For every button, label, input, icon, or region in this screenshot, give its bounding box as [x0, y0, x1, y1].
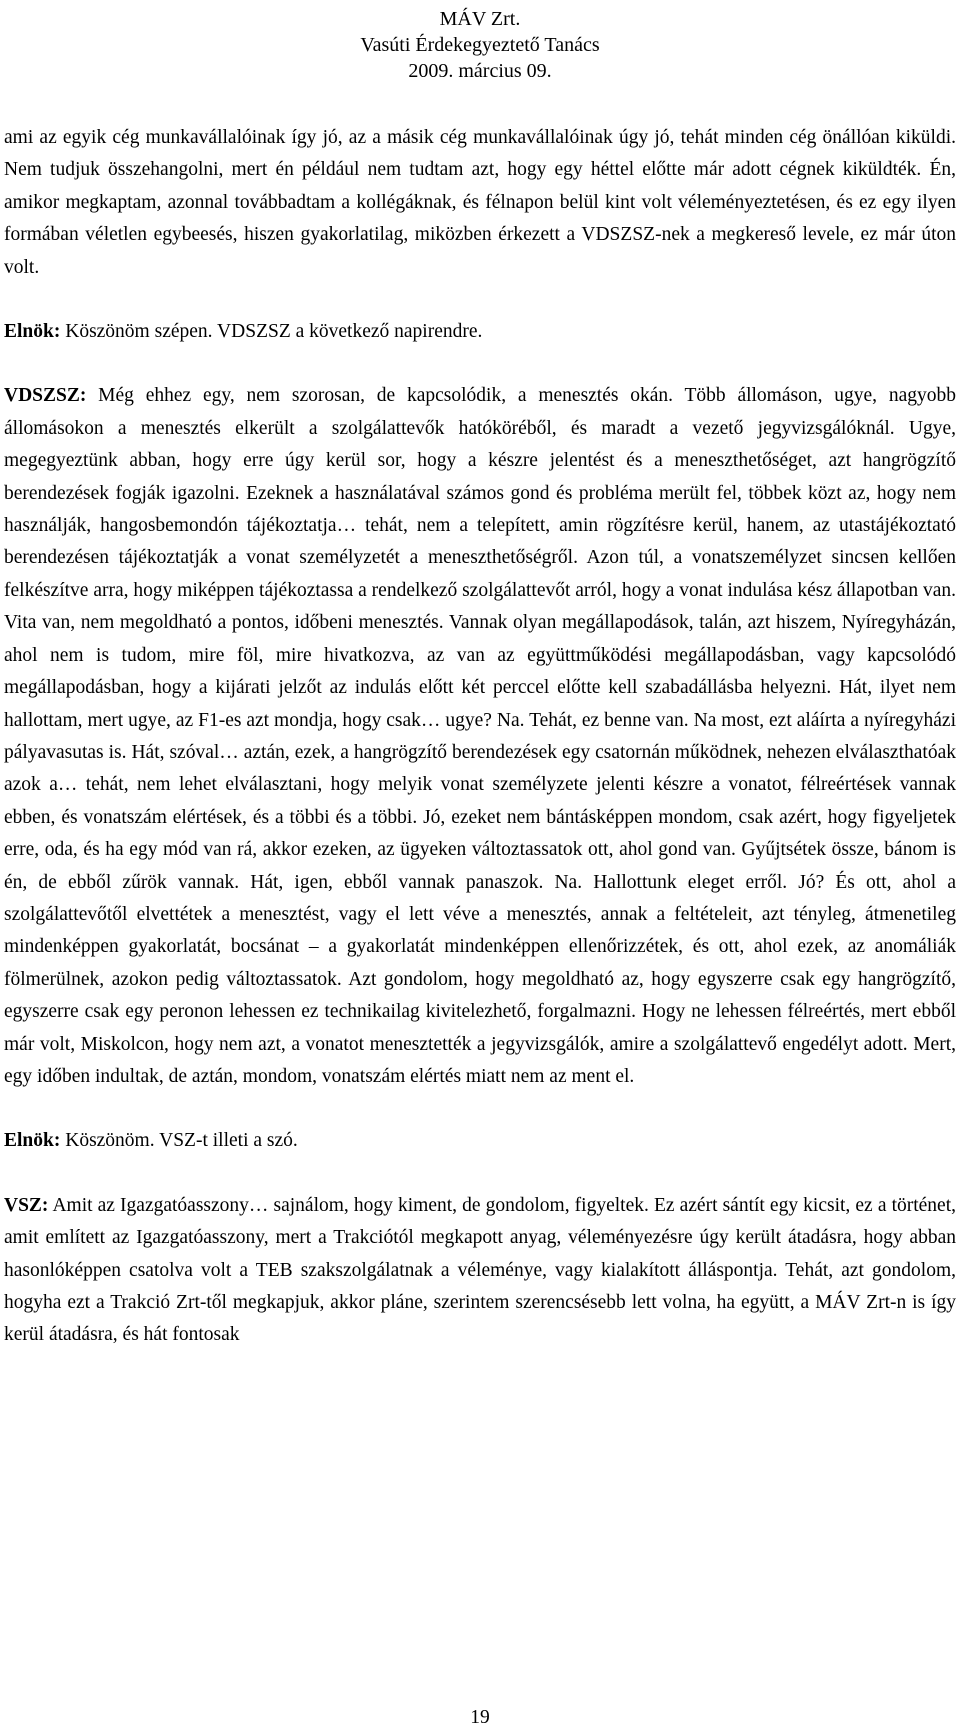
- header-date: 2009. március 09.: [408, 60, 552, 82]
- page-header: [0, 6, 960, 84]
- paragraph-text: Amit az Igazgatóasszony… sajnálom, hogy kiment, de gondolom, figyeltek. Ez azért sántít egy kicsit, ez a történet, amit említett az Igazgatóasszony, mert a Trakciótól megkapott anyag, véleményezésre úgy került átadásra, hogy abban hasonlóképpen csatolva volt a TEB szakszolgálatnak a véleménye, vagy kialakított álláspontja. Tehát, azt gondolom, hogyha ezt a Trakció Zrt-től megkapjuk, akkor pláne, szerintem szerencsésebb lett volna, ha együtt, a MÁV Zrt-n is így kerül átadásra, és hát fontosak: [4, 1194, 956, 1346]
- paragraph-text: Köszönöm szépen. VDSZSZ a következő napirendre.: [60, 321, 483, 343]
- paragraph-chair: [4, 316, 956, 348]
- transcript-body: [4, 122, 956, 1352]
- speaker-label: Elnök:: [4, 1130, 61, 1152]
- speaker-label: Elnök:: [4, 321, 61, 343]
- paragraph-vsz: [4, 1190, 956, 1352]
- paragraph-text: Köszönöm. VSZ-t illeti a szó.: [60, 1130, 298, 1152]
- page-number: 19: [470, 1707, 490, 1728]
- header-company: MÁV Zrt.: [439, 8, 521, 30]
- paragraph-vdszsz: [4, 380, 956, 1093]
- paragraph-continuation: [4, 122, 956, 284]
- paragraph-text: ami az egyik cég munkavállalóinak így jó, az a másik cég munkavállalóinak úgy jó, tehát minden cég önállóan kiküldi. Nem tudjuk összehangolni, mert én például nem tudtam azt, hogy egy héttel előtte már adott cégnek kiküldték. Én, amikor megkaptam, azonnal továbbadtam a kollégáknak, és félnapon belül kint volt véleményeztetésen, és ez egy ilyen formában véletlen egybeesés, hiszen gyakorlatilag, miközben érkezett a VDSZSZ-nek a megkereső levele, ez már úton volt.: [4, 127, 956, 278]
- header-council: Vasúti Érdekegyeztető Tanács: [360, 34, 600, 56]
- paragraph-chair: [4, 1125, 956, 1157]
- speaker-label: VDSZSZ:: [4, 385, 87, 407]
- speaker-label: VSZ:: [4, 1194, 49, 1216]
- paragraph-text: Még ehhez egy, nem szorosan, de kapcsolódik, a menesztés okán. Több állomáson, ugye, nagyobb állomásokon a menesztés elkerült a szolgálattevők hatóköréből, és maradt a vezető jegyvizsgálóknál. Ugye, megegyeztünk abban, hogy erre úgy kerül sor, hogy a készre jelentést és a meneszthetőséget, azt hangrögzítő berendezések fogják igazolni. Ezeknek a használatával számos gond és probléma merült fel, többek közt az, hogy nem használják, hangosbemondón tájékoztatja… tehát, nem a telepített, amin rögzítésre kerül, hanem, az utastájékoztató berendezésen tájékoztatják a vonat személyzetét a meneszthetőségről. Azon túl, a vonatszemélyzet sincsen kellően felkészítve arra, hogy miképpen tájékoztassa a rendelkező szolgálattevőt arról, hogy a vonat indulása kész állapotban van. Vita van, nem megoldható a pontos, időbeni menesztés. Vannak olyan megállapodások, talán, azt hiszem, Nyíregyházán, ahol nem is tudom, mire föl, mire hivatkozva, az van az együttműködési megállapodásban, vagy kapcsolódó megállapodásban, hogy a kijárati jelzőt az indulás előtt két perccel előtte kell szabadállásba helyezni. Hát, ilyet nem hallottam, mert ugye, az F1-es azt mondja, hogy csak… ugye? Na. Tehát, ez benne van. Na most, ezt aláírta a nyíregyházi pályavasutas is. Hát, szóval… aztán, ezek, a hangrögzítő berendezések egy csatornán működnek, nehezen elválaszthatóak azok a… tehát, nem lehet elválasztani, hogy melyik vonat személyzete jelenti készre a vonatot, félreértések vannak ebben, és vonatszám elértések, és a többi és a többi. Jó, ezeket nem bántásképpen mondom, csak azért, hogy figyeljetek erre, oda, és ha egy mód van rá, akkor ezeken, az ügyeken változtassatok ott, ahol gond van. Gyűjtsétek össze, bánom is én, de ebből zűrök vannak. Hát, igen, ebből vannak panaszok. Na. Hallottunk eleget erről. Jó? És ott, ahol a szolgálattevőtől elvettétek a menesztést, vagy el lett véve a menesztés, annak a feltételeit, azt tényleg, átmenetileg mindenképpen gyakorlatát, bocsánat – a gyakorlatát mindenképpen ellenőrizzétek, és ott, ahol ezek, az anomáliák fölmerülnek, azokon pedig változtassatok. Azt gondolom, hogy megoldható az, hogy egyszerre csak egy hangrögzítő, egyszerre csak egy peronon lehessen ez technikailag kivitelezhető, forgalmazni. Hogy ne lehessen félreértés, mert ebből már volt, Miskolcon, hogy nem azt, a vonatot menesztették a jegyvizsgálók, amire a szolgálattevő engedélyt adott. Mert, egy időben indultak, de aztán, mondom, vonatszám elértés miatt nem az ment el.: [4, 385, 956, 1087]
